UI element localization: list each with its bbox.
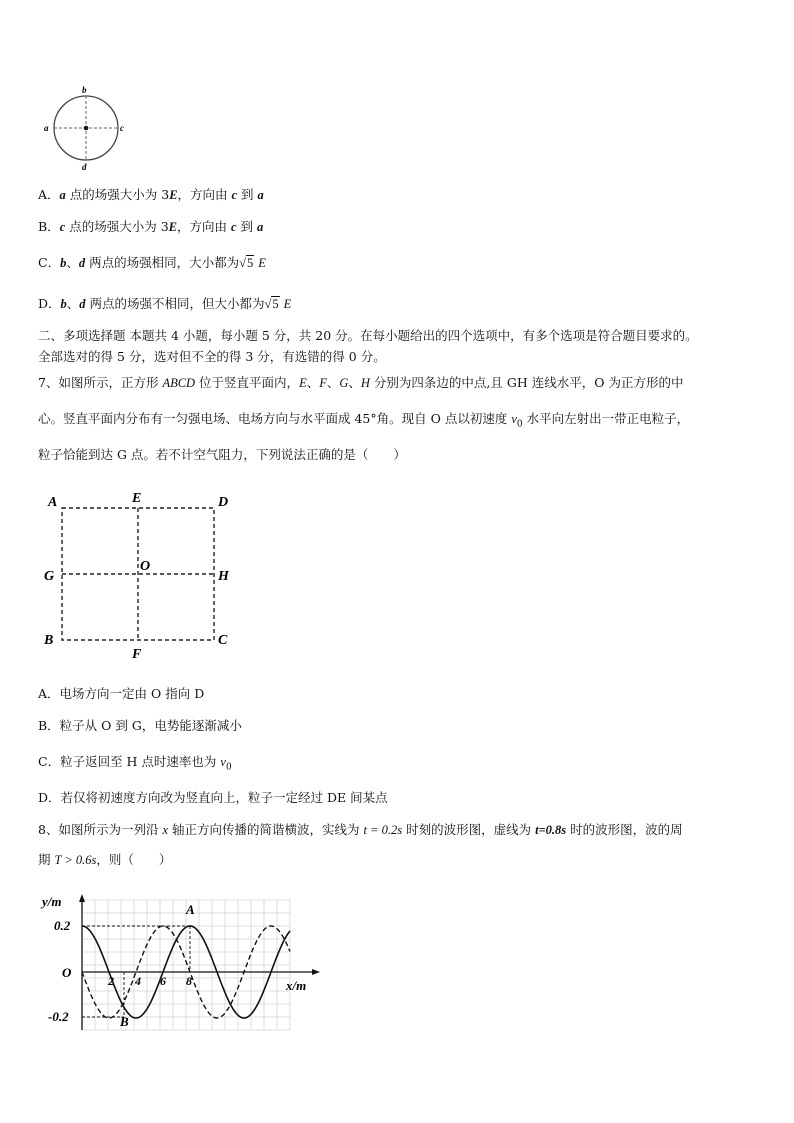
q6-option-a [38, 186, 264, 204]
separator: 、 [348, 375, 361, 390]
var-v: v [220, 755, 226, 769]
label-F: F [132, 647, 142, 662]
q8-line2 [38, 851, 171, 869]
q7-option-c [38, 753, 232, 777]
var-d: d [79, 297, 86, 311]
separator: 、 [306, 375, 320, 390]
x-axis-arrow [312, 969, 320, 975]
var-c: c [230, 220, 237, 234]
separator: 、 [326, 375, 340, 390]
label-d: d [82, 162, 87, 172]
var-c: c [59, 220, 66, 234]
section2-line1: 二、多项选择题 本题共 4 小题，每小题 5 分，共 20 分。在每小题给出的四个选项中，有多个选项是符合题目要求的。 [38, 328, 698, 343]
var-a: a [257, 188, 264, 202]
text: 时刻的波形图，虚线为 [402, 822, 536, 837]
unit-e: E [168, 220, 177, 234]
text: ，则（ ） [96, 852, 172, 867]
q8-line1 [38, 821, 683, 839]
text: 8、如图所示为一列沿 [38, 822, 163, 837]
subscript: 0 [225, 762, 232, 773]
q7-option-a: A．电场方向一定由 O 指向 D [38, 686, 205, 701]
var-b: b [60, 297, 67, 311]
option-text: 两点的场强不相同，但大小都为 [85, 296, 265, 311]
var-x: x [162, 823, 168, 837]
option-text: 到 [236, 219, 257, 234]
subscript: 0 [516, 419, 523, 430]
text: 期 [38, 852, 55, 867]
radicand: 5 [246, 256, 254, 270]
origin-label: O [62, 965, 72, 980]
time-expression: t=0.8s [535, 823, 567, 837]
label-B: B [44, 633, 54, 648]
square-figure [40, 486, 240, 662]
option-letter: A． [38, 187, 60, 202]
var-c: c [231, 188, 238, 202]
label-O: O [140, 559, 151, 574]
radicand: 5 [272, 297, 279, 311]
q7-option-d: D．若仅将初速度方向改为竖直向上，粒子一定经过 DE 间某点 [38, 790, 388, 805]
option-text: 点的场强大小为 3 [65, 219, 169, 234]
x-tick-4: 4 [135, 974, 141, 988]
var-g: G [339, 376, 349, 390]
x-tick-6: 6 [160, 974, 166, 988]
q7-option-b: B．粒子从 O 到 G，电势能逐渐减小 [38, 718, 242, 733]
center-dot [84, 126, 89, 131]
sqrt-expression: √5 [264, 297, 279, 311]
var-b: b [60, 256, 67, 270]
text: 水平向左射出一带正电粒子， [522, 411, 690, 426]
y-tick--0.2: -0.2 [48, 1009, 69, 1024]
option-letter: D． [38, 296, 61, 311]
time-expression: t = 0.2s [363, 823, 403, 837]
q7-line3: 粒子恰能到达 G 点。若不计空气阻力，下列说法正确的是（ ） [38, 447, 406, 462]
option-text: ，方向由 [177, 219, 231, 234]
option-text: C．粒子返回至 H 点时速率也为 [38, 754, 221, 769]
label-A: A [48, 495, 58, 510]
period-expression: T > 0.6s [54, 853, 97, 867]
option-text: 点的场强大小为 3 [65, 187, 170, 202]
y-axis-label: y/m [42, 894, 62, 909]
option-letter: B． [38, 219, 60, 234]
var-abcd: ABCD [162, 376, 196, 390]
text: 心。竖直平面内分布有一匀强电场、电场方向与水平面成 45°角。现自 O 点以初速度 [38, 411, 512, 426]
wave-chart [40, 886, 330, 1036]
circle-figure [40, 82, 140, 174]
var-v: v [511, 412, 517, 426]
q7-line1 [38, 374, 683, 392]
point-B-label: B [120, 1014, 129, 1029]
sqrt-expression: √5 [239, 256, 254, 270]
text: 分别为四条边的中点,且 GH 连线水平，O 为正方形的中 [369, 375, 684, 390]
separator: 、 [66, 296, 80, 311]
point-A-label: A [186, 902, 195, 917]
x-tick-8: 8 [186, 974, 192, 988]
q6-option-d [38, 295, 291, 313]
text: 位于竖直平面内， [195, 375, 300, 390]
label-a: a [44, 123, 49, 133]
section2-line2: 全部选对的得 5 分，选对但不全的得 3 分，有选错的得 0 分。 [38, 349, 386, 364]
text: 轴正方向传播的简谐横波，实线为 [168, 822, 364, 837]
label-H: H [218, 569, 229, 584]
var-e: E [299, 376, 307, 390]
q6-option-b [38, 218, 263, 236]
x-axis-label: x/m [286, 978, 307, 993]
var-a: a [59, 188, 66, 202]
label-C: C [218, 633, 228, 648]
text: 7、如图所示，正方形 [38, 375, 163, 390]
grid [82, 900, 290, 1030]
var-a: a [257, 220, 264, 234]
var-f: F [319, 376, 327, 390]
var-d: d [78, 256, 86, 270]
y-axis-arrow [79, 894, 85, 902]
q7-line2 [38, 410, 689, 434]
label-E: E [132, 491, 142, 506]
separator: 、 [66, 255, 79, 270]
q6-option-c [38, 254, 266, 272]
option-text: 到 [237, 187, 258, 202]
text: 时的波形图，波的周 [566, 822, 683, 837]
label-G: G [44, 569, 55, 584]
option-text: ，方向由 [177, 187, 232, 202]
y-tick-0.2: 0.2 [54, 918, 71, 933]
label-c: c [120, 123, 124, 133]
option-letter: C． [38, 255, 61, 270]
option-text: 两点的场强相同，大小都为 [85, 255, 240, 270]
unit-e: E [169, 188, 178, 202]
label-D: D [218, 495, 229, 510]
unit-e: E [258, 256, 266, 270]
var-h: H [360, 376, 370, 390]
x-tick-2: 2 [108, 974, 114, 988]
label-b: b [82, 85, 87, 95]
unit-e: E [283, 297, 292, 311]
